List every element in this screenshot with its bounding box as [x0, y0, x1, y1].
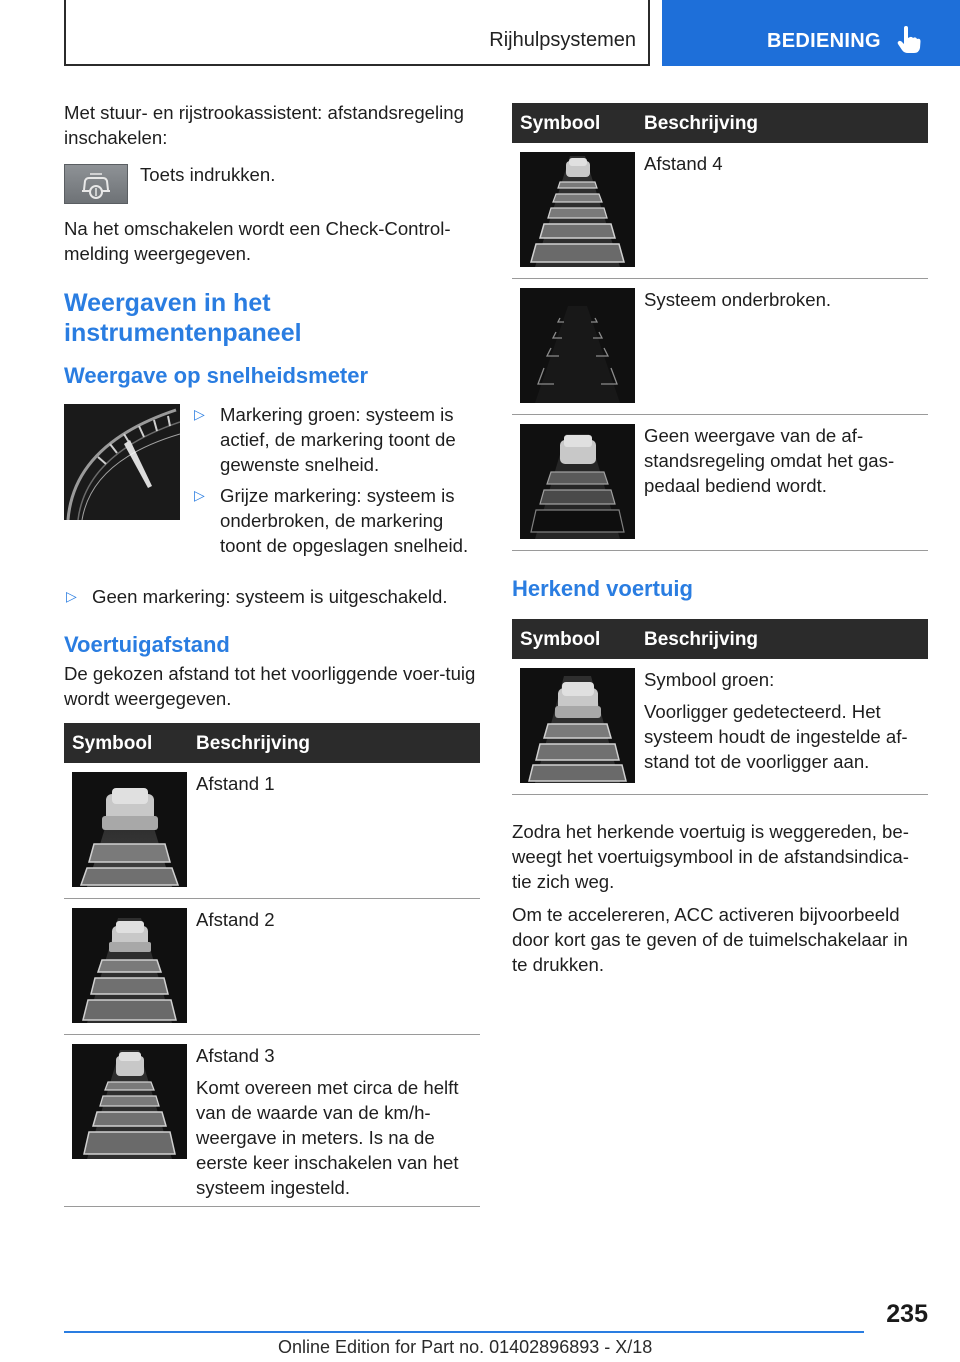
- footer-edition: Online Edition for Part no. 01402896893 - X/18: [278, 1337, 653, 1357]
- header-section-box: [64, 0, 650, 66]
- distance-table-right: [512, 103, 928, 551]
- table-header: Symbool Beschrijving: [64, 723, 480, 763]
- table-row: [512, 279, 928, 415]
- row-description: Afstand 3 Komt overeen met circa de helft van de waarde van de km/h-weergave in meters. Is na de eerste keer inschakelen van het systeem ingesteld.: [196, 1045, 459, 1198]
- row-description: Geen weergave van de af-standsregeling omdat het gas-pedaal bediend wordt.: [644, 425, 895, 496]
- right-column: [512, 103, 928, 977]
- heading-speedometer: Weergave op snelheidsmeter: [64, 363, 369, 388]
- pointing-hand-icon: [896, 26, 922, 54]
- distance-bar-icon: [72, 1044, 187, 1159]
- distance-intro: De gekozen afstand tot het voorliggende voer-tuig wordt weergegeven.: [64, 663, 476, 709]
- row-description: Symbool groen: Voorligger gedetecteerd. Het systeem houdt de ingestelde af-stand tot de voorligger aan.: [644, 669, 908, 772]
- bullet-triangle-icon: ▷: [194, 406, 205, 422]
- heading-instrument-panel: Weergaven in het instrumentenpaneel: [64, 289, 302, 347]
- table-row: [512, 659, 928, 795]
- vehicle-paragraph-2: Om te accelereren, ACC activeren bijvoorbeeld door kort gas te geven of de tuimelschakelaar in te drukken.: [512, 904, 908, 975]
- car-icon: [520, 668, 635, 783]
- table-row: [64, 899, 480, 1035]
- row-description: Afstand 1: [196, 773, 275, 794]
- heading-recognized-vehicle: Herkend voertuig: [512, 576, 693, 601]
- row-description: Afstand 2: [196, 909, 275, 930]
- speedometer-bullets: [192, 402, 482, 558]
- table-header: Symbool Beschrijving: [512, 619, 928, 659]
- speedometer-icon: [64, 404, 180, 520]
- after-paragraph: Na het omschakelen wordt een Check-Control-melding weergegeven.: [64, 218, 451, 264]
- distance-bar-icon: [72, 908, 187, 1023]
- speedometer-section: [64, 404, 480, 564]
- table-row: [512, 143, 928, 279]
- header-chapter-tab[interactable]: [662, 0, 960, 66]
- section-title: Rijhulpsystemen: [489, 29, 636, 51]
- heading-vehicle-distance: Voertuigafstand: [64, 632, 230, 657]
- table-row: [64, 1035, 480, 1207]
- vehicle-paragraph-1: Zodra het herkende voertuig is weggereden, be-weegt het voertuigsymbool in de afstandsindica-tie zich weg.: [512, 821, 909, 892]
- button-text: Toets indrukken.: [140, 164, 276, 185]
- distance-bar-icon: [72, 772, 187, 887]
- distance-table-left: [64, 723, 480, 1207]
- distance-bar-icon: [520, 288, 635, 403]
- table-header: Symbool Beschrijving: [512, 103, 928, 143]
- left-column: [64, 100, 480, 1207]
- list-item: ▷ Grijze markering: systeem is onderbroken, de markering toont de opgeslagen snelheid.: [194, 485, 469, 556]
- button-instruction: [64, 164, 480, 208]
- table-row: [64, 763, 480, 899]
- row-description: Afstand 4: [644, 153, 723, 174]
- distance-bar-icon: [520, 152, 635, 267]
- vehicle-table: [512, 619, 928, 795]
- table-row: [512, 415, 928, 551]
- chapter-title: BEDIENING: [767, 30, 881, 52]
- intro-paragraph: Met stuur- en rijstrookassistent: afstandsregeling inschakelen:: [64, 102, 464, 148]
- bullet-triangle-icon: ▷: [66, 588, 77, 604]
- speedometer-bullets-extra: [64, 584, 480, 609]
- assist-button-icon: [64, 164, 128, 204]
- footer-divider: [64, 1331, 864, 1333]
- list-item: ▷ Markering groen: systeem is actief, de markering toont de gewenste snelheid.: [194, 404, 456, 475]
- bullet-triangle-icon: ▷: [194, 487, 205, 503]
- list-item: ▷ Geen markering: systeem is uitgeschakeld.: [66, 586, 448, 607]
- distance-bar-icon: [520, 424, 635, 539]
- page-number: 235: [886, 1300, 928, 1328]
- row-description: Systeem onderbroken.: [644, 289, 832, 310]
